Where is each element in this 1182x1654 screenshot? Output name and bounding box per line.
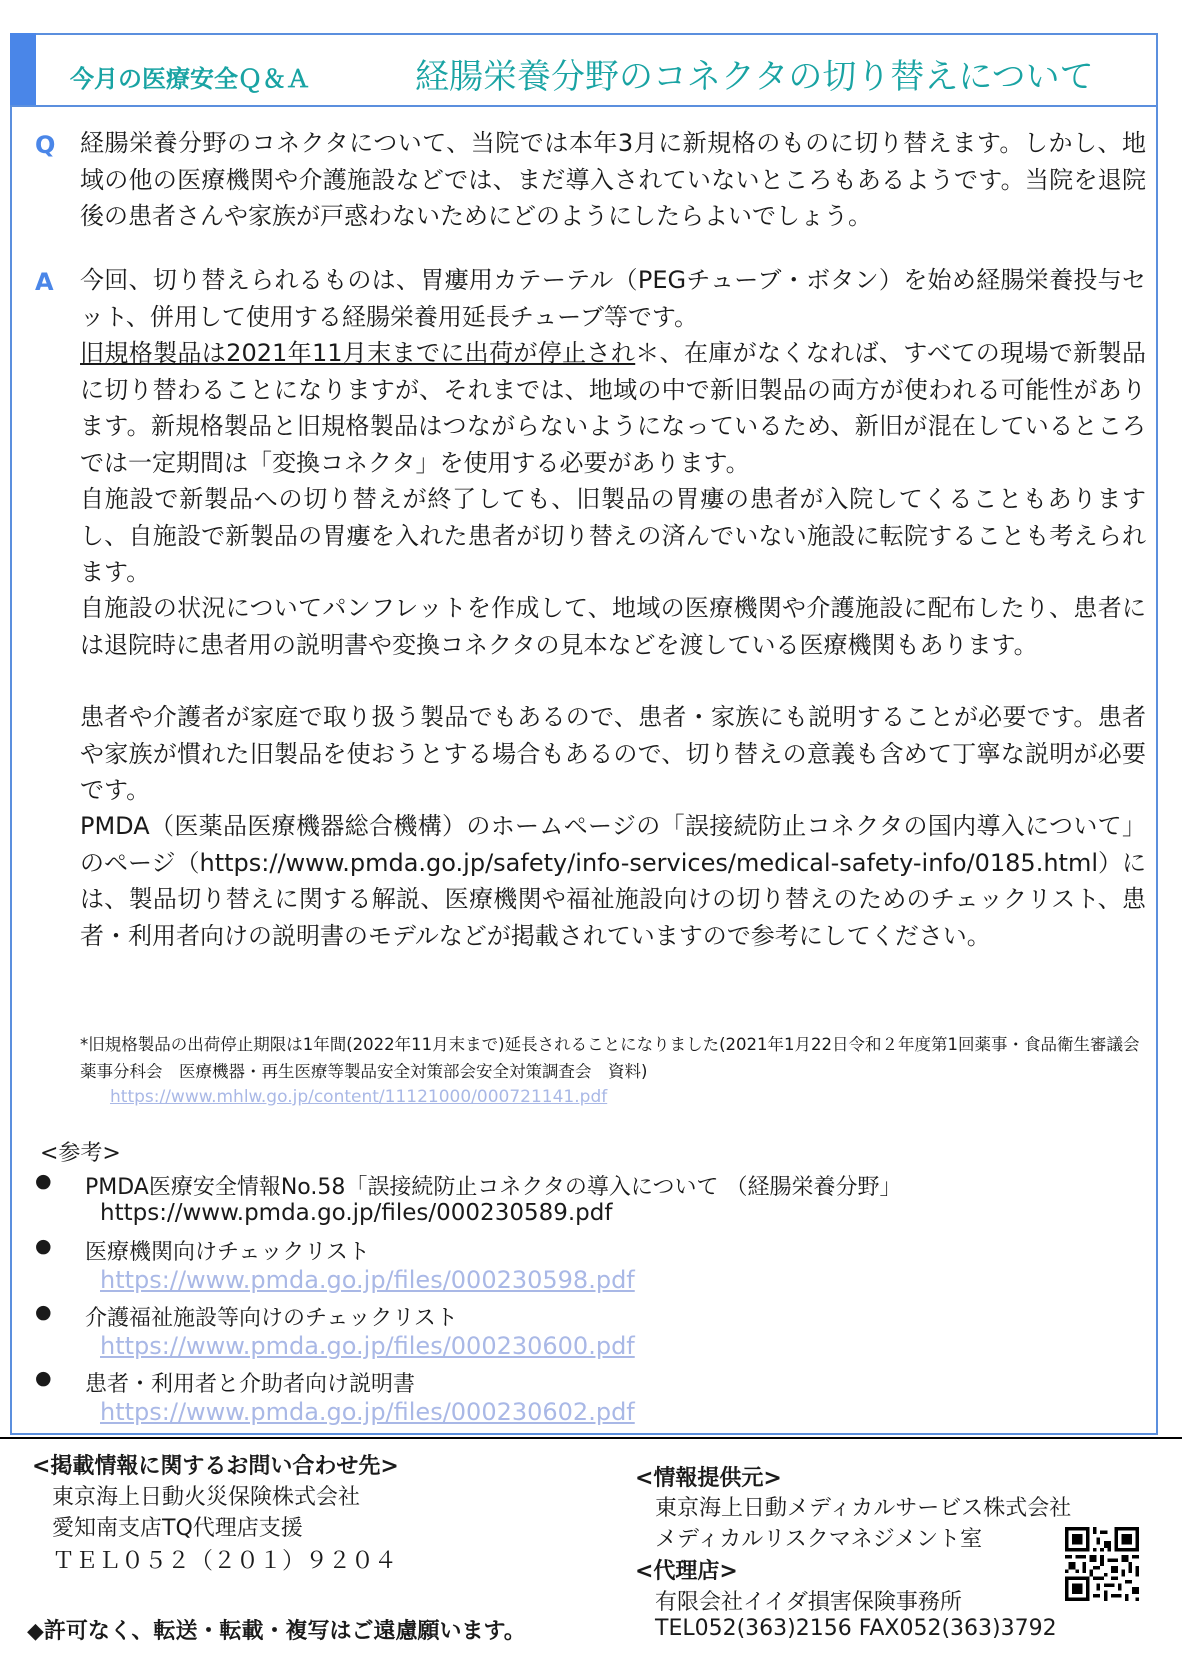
reference-title: 患者・利用者と介助者向け説明書: [85, 1372, 416, 1397]
answer-paragraph-6: PMDA（医薬品医療機器総合機構）のホームページの「誤接続防止コネクタの国内導入について」のページ（https://www.pmda.go.jp/safety/info-services/medical-safety-info/0185.html）には、製品切り替えに関する解説、医療機関や福祉施設向けの切り替えのためのチェックリスト、患者・利用者向けの説明書のモデルなどが掲載されていますので参考にしてください。: [80, 812, 1146, 950]
bullet-icon: ●: [35, 1170, 52, 1192]
contact-company: 東京海上日動火災保険株式会社: [52, 1485, 361, 1510]
page-title: 経腸栄養分野のコネクタの切り替えについて: [415, 57, 1094, 97]
answer-paragraph-4: 自施設の状況についてパンフレットを作成して、地域の医療機関や介護施設に配布したり、患者には退院時に患者用の説明書や変換コネクタの見本などを渡している医療機関もあります。: [80, 594, 1146, 659]
reference-link[interactable]: https://www.pmda.go.jp/files/000230600.pdf: [100, 1332, 635, 1360]
footnote-link[interactable]: https://www.mhlw.go.jp/content/11121000/000721141.pdf: [110, 1087, 608, 1107]
answer-paragraph-3: 自施設で新製品への切り替えが終了しても、旧製品の胃瘻の患者が入院してくることもありますし、自施設で新製品の胃瘻を入れた患者が切り替えの済んでいない施設に転院することも考えられます。: [80, 485, 1146, 586]
qr-code-icon[interactable]: [1065, 1527, 1139, 1601]
contact-phone: ＴＥＬ０５２（２０１）９２０４: [52, 1548, 397, 1574]
footer-divider: [0, 1437, 1182, 1439]
reference-url[interactable]: https://www.pmda.go.jp/files/000230589.pdf: [100, 1200, 613, 1226]
copy-notice: ◆許可なく、転送・転載・複写はご遠慮願います。: [27, 1619, 526, 1644]
provider-department: メディカルリスクマネジメント室: [655, 1527, 983, 1552]
answer-paragraph-2-rest: ＊、在庫がなくなれば、すべての現場で新製品に切り替わることになりますが、それまでは、地域の中で新旧製品の両方が使われる可能性があります。新規格製品と旧規格製品はつながらないようになっているため、新旧が混在しているところでは一定期間は「変換コネクタ」を使用する必要があります。: [80, 339, 1146, 477]
reference-title: 医療機関向けチェックリスト: [85, 1240, 370, 1265]
reference-title: 介護福祉施設等向けのチェックリスト: [85, 1306, 458, 1331]
provider-company: 東京海上日動メディカルサービス株式会社: [655, 1496, 1072, 1521]
bullet-icon: ●: [35, 1301, 52, 1323]
provider-heading: <情報提供元>: [635, 1466, 782, 1491]
bullet-icon: ●: [35, 1235, 52, 1257]
answer-mark: A: [35, 268, 54, 296]
header-accent-bar: [10, 33, 36, 105]
header-label: 今月の医療安全Ｑ＆Ａ: [70, 65, 310, 93]
answer-paragraph-1: 今回、切り替えられるものは、胃瘻用カテーテル（PEGチューブ・ボタン）を始め経腸栄養投与セット、併用して使用する経腸栄養用延長チューブ等です。: [80, 266, 1146, 331]
answer-underlined-text: 旧規格製品は2021年11月末までに出荷が停止され: [80, 339, 636, 367]
answer-paragraph-2: [80, 335, 1146, 481]
references-heading: <参考>: [40, 1141, 121, 1166]
question-mark: Q: [35, 131, 56, 159]
contact-branch: 愛知南支店TQ代理店支援: [52, 1516, 303, 1541]
page-header: [10, 33, 1158, 107]
question-text: 経腸栄養分野のコネクタについて、当院では本年3月に新規格のものに切り替えます。しかし、地域の他の医療機関や介護施設などでは、まだ導入されていないところもあるようです。当院を退院後の患者さんや家族が戸惑わないためにどのようにしたらよいでしょう。: [80, 129, 1146, 230]
bullet-icon: ●: [35, 1367, 52, 1389]
agency-name: 有限会社イイダ損害保険事務所: [655, 1590, 962, 1615]
reference-link[interactable]: https://www.pmda.go.jp/files/000230598.pdf: [100, 1266, 635, 1294]
agency-heading: <代理店>: [635, 1559, 738, 1584]
answer-paragraph-5: 患者や介護者が家庭で取り扱う製品でもあるので、患者・家族にも説明することが必要です。患者や家族が慣れた旧製品を使おうとする場合もあるので、切り替えの意義も含めて丁寧な説明が必要です。: [80, 703, 1146, 804]
reference-title: PMDA医療安全情報No.58「誤接続防止コネクタの導入について （経腸栄養分野」: [85, 1175, 902, 1200]
contact-heading: <掲載情報に関するお問い合わせ先>: [32, 1454, 399, 1479]
footnote-text: *旧規格製品の出荷停止期限は1年間(2022年11月末まで)延長されることになりました(2021年1月22日令和２年度第1回薬事・食品衛生審議会薬事分科会 医療機器・再生医療等製品安全対策部会安全対策調査会 資料): [80, 1035, 1140, 1081]
reference-link[interactable]: https://www.pmda.go.jp/files/000230602.pdf: [100, 1398, 635, 1426]
agency-contact: TEL052(363)2156 FAX052(363)3792: [655, 1616, 1057, 1641]
